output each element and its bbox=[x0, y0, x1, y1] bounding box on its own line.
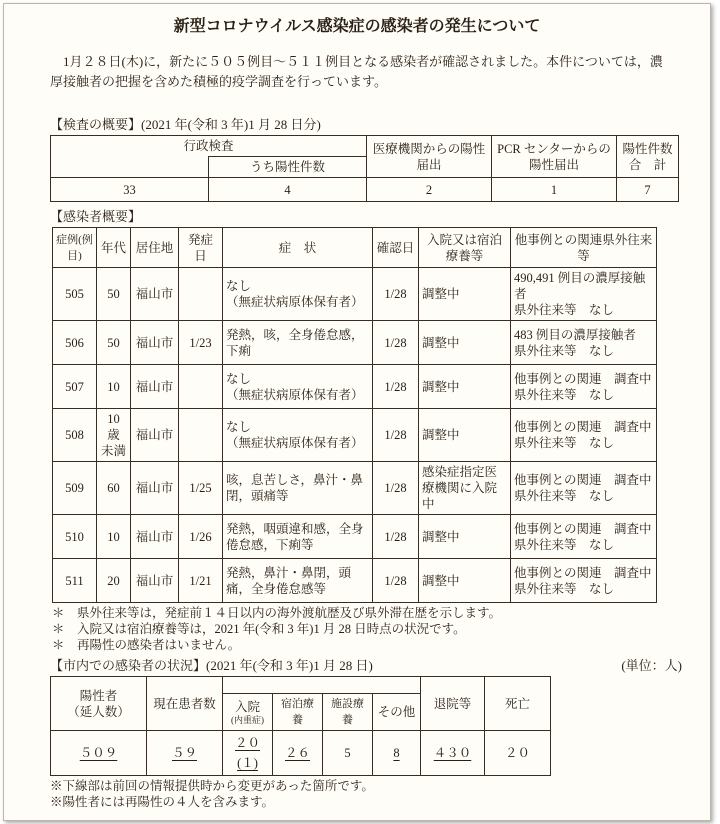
cell-hospitalization: 調整中 bbox=[419, 268, 511, 321]
cell-confirmed-date: 1/28 bbox=[373, 268, 419, 321]
page-frame bbox=[3, 3, 711, 821]
positive-header: 陽性者 （延人数） bbox=[51, 677, 147, 731]
cell-onset-date: 1/21 bbox=[179, 559, 223, 603]
cell-symptoms: 発熱，鼻汁・鼻閉，頭痛，全身倦怠感等 bbox=[223, 559, 373, 603]
cell-residence: 福山市 bbox=[131, 268, 179, 321]
severe-value: (１) bbox=[237, 756, 258, 770]
city-status-label: 【市内での感染者の状況】(2021 年(令和 3 年)1 月 28 日) bbox=[50, 658, 373, 673]
cell-symptoms: 咳，息苦しさ，鼻汁・鼻閉，頭痛等 bbox=[223, 462, 373, 515]
hospital-value: ２０ bbox=[234, 736, 260, 750]
cell-age: 20 bbox=[97, 559, 131, 603]
table-row bbox=[53, 462, 657, 515]
admin-header: 行政検査 bbox=[51, 136, 367, 157]
cell-relation: 他事例との関連 調査中 県外往来等 なし bbox=[511, 462, 657, 515]
cell-hospitalization: 調整中 bbox=[419, 515, 511, 559]
cell-confirmed-date: 1/28 bbox=[373, 409, 419, 462]
table-row bbox=[53, 268, 657, 321]
cell-relation: 他事例との関連 調査中 県外往来等 なし bbox=[511, 559, 657, 603]
header-confirmed-date: 確認日 bbox=[373, 228, 419, 268]
cell-confirmed-date: 1/28 bbox=[373, 515, 419, 559]
death-value: ２０ bbox=[504, 746, 530, 760]
cell-confirmed-date: 1/28 bbox=[373, 321, 419, 365]
cell-onset-date bbox=[179, 268, 223, 321]
cell-age: 10 歳 未満 bbox=[97, 409, 131, 462]
cell-hospitalization: 調整中 bbox=[419, 365, 511, 409]
table-row bbox=[53, 365, 657, 409]
city-status-table bbox=[50, 676, 551, 776]
cell-onset-date: 1/25 bbox=[179, 462, 223, 515]
facility-header: 施設療養 bbox=[323, 694, 373, 731]
cell-symptoms: 発熱，咽頭違和感，全身倦怠感，下痢等 bbox=[223, 515, 373, 559]
positive-value: ５０９ bbox=[79, 746, 118, 760]
city-status-label-row bbox=[50, 657, 682, 674]
note-item: ＊ 入院又は宿泊療養等は，2021 年(令和 3 年)1 月 28 日時点の状況です。 bbox=[52, 622, 466, 636]
current-header: 現在患者数 bbox=[147, 677, 223, 731]
cell-age: 50 bbox=[97, 321, 131, 365]
cell-confirmed-date: 1/28 bbox=[373, 365, 419, 409]
discharged-header: 退院等 bbox=[421, 677, 485, 731]
cell-case-number: 507 bbox=[53, 365, 97, 409]
header-age: 年代 bbox=[97, 228, 131, 268]
total-value: 7 bbox=[617, 178, 679, 202]
hotel-value: ２６ bbox=[284, 746, 310, 760]
medical-header: 医療機関からの陽性届出 bbox=[367, 136, 492, 178]
hospital-sub-header: (内重症) bbox=[231, 714, 264, 725]
header-case-number: 症例(例目) bbox=[53, 228, 97, 268]
notes bbox=[4, 605, 710, 653]
table-row bbox=[53, 515, 657, 559]
footnote: ※下線部は前回の情報提供時から変更があった箇所です。 bbox=[50, 779, 374, 793]
header-relation: 他事例との関連県外往来等 bbox=[511, 228, 657, 268]
cell-case-number: 506 bbox=[53, 321, 97, 365]
cell-age: 60 bbox=[97, 462, 131, 515]
cases-table bbox=[52, 227, 657, 603]
header-onset-date: 発症日 bbox=[179, 228, 223, 268]
cell-residence: 福山市 bbox=[131, 321, 179, 365]
cell-confirmed-date: 1/28 bbox=[373, 559, 419, 603]
pcr-value: 1 bbox=[492, 178, 617, 202]
hotel-header: 宿泊療養 bbox=[273, 694, 323, 731]
cell-onset-date bbox=[179, 409, 223, 462]
death-header: 死亡 bbox=[485, 677, 551, 731]
cell-residence: 福山市 bbox=[131, 559, 179, 603]
header-residence: 居住地 bbox=[131, 228, 179, 268]
table-row bbox=[53, 321, 657, 365]
cell-relation: 他事例との関連 調査中 県外往来等 なし bbox=[511, 515, 657, 559]
other-header: その他 bbox=[373, 694, 421, 731]
cell-hospitalization: 調整中 bbox=[419, 559, 511, 603]
unit-label: (単位：人) bbox=[621, 658, 682, 673]
cell-residence: 福山市 bbox=[131, 462, 179, 515]
medical-value: 2 bbox=[367, 178, 492, 202]
cell-relation: 他事例との関連 調査中 県外往来等 なし bbox=[511, 365, 657, 409]
cell-symptoms: 発熱，咳，全身倦怠感， 下痢 bbox=[223, 321, 373, 365]
other-value: 8 bbox=[393, 746, 400, 760]
table-row bbox=[53, 409, 657, 462]
admin-value: 33 bbox=[51, 178, 209, 202]
cell-case-number: 509 bbox=[53, 462, 97, 515]
cell-hospitalization: 調整中 bbox=[419, 409, 511, 462]
intro-paragraph: 1月２８日(木)に，新たに５０５例目～５１１例目となる感染者が確認されました。本件については，濃厚接触者の把握を含めた積極的疫学調査を行っています。 bbox=[50, 54, 663, 89]
cell-residence: 福山市 bbox=[131, 409, 179, 462]
test-summary-label: 【検査の概要】(2021 年(令和 3 年)1 月 28 日分) bbox=[50, 117, 321, 132]
cell-age: 10 bbox=[97, 515, 131, 559]
cell-relation: 490,491 例目の濃厚接触者 県外往来等 なし bbox=[511, 268, 657, 321]
cell-symptoms: なし （無症状病原体保有者） bbox=[223, 365, 373, 409]
admin-positive-value: 4 bbox=[209, 178, 367, 202]
cell-case-number: 508 bbox=[53, 409, 97, 462]
note-item: ＊ 再陽性の感染者はいません。 bbox=[52, 638, 241, 652]
page-title: 新型コロナウイルス感染症の感染者の発生について bbox=[173, 18, 541, 35]
table-row bbox=[53, 559, 657, 603]
note-item: ＊ 県外往来等は，発症前１４日以内の海外渡航歴及び県外滞在歴を示します。 bbox=[52, 606, 502, 620]
cell-symptoms: なし （無症状病原体保有者） bbox=[223, 268, 373, 321]
cell-age: 10 bbox=[97, 365, 131, 409]
cases-label: 【感染者概要】 bbox=[50, 209, 142, 224]
cell-age: 50 bbox=[97, 268, 131, 321]
cell-hospitalization: 調整中 bbox=[419, 321, 511, 365]
pcr-header: PCR センターからの陽性届出 bbox=[492, 136, 617, 178]
cell-residence: 福山市 bbox=[131, 365, 179, 409]
cell-onset-date bbox=[179, 365, 223, 409]
cell-symptoms: なし （無症状病原体保有者） bbox=[223, 409, 373, 462]
cell-onset-date: 1/23 bbox=[179, 321, 223, 365]
hospital-header: 入院 bbox=[234, 699, 260, 714]
cell-onset-date: 1/26 bbox=[179, 515, 223, 559]
cell-case-number: 511 bbox=[53, 559, 97, 603]
header-symptoms: 症 状 bbox=[223, 228, 373, 268]
cell-relation: 483 例目の濃厚接触者 県外往来等 なし bbox=[511, 321, 657, 365]
cell-relation: 他事例との関連 調査中 県外往来等 なし bbox=[511, 409, 657, 462]
cell-case-number: 510 bbox=[53, 515, 97, 559]
header-hospitalization: 入院又は宿泊療養等 bbox=[419, 228, 511, 268]
total-header: 陽性件数合 計 bbox=[617, 136, 679, 178]
cell-residence: 福山市 bbox=[131, 515, 179, 559]
cell-case-number: 505 bbox=[53, 268, 97, 321]
footnote: ※陽性者には再陽性の４人を含みます。 bbox=[50, 795, 275, 809]
cell-confirmed-date: 1/28 bbox=[373, 462, 419, 515]
test-summary-table bbox=[50, 135, 679, 202]
current-value: ５９ bbox=[171, 746, 197, 760]
admin-positive-header: うち陽性件数 bbox=[209, 157, 367, 178]
cell-hospitalization: 感染症指定医療機関に入院中 bbox=[419, 462, 511, 515]
facility-value: 5 bbox=[344, 746, 351, 760]
discharged-value: ４３０ bbox=[433, 746, 472, 760]
